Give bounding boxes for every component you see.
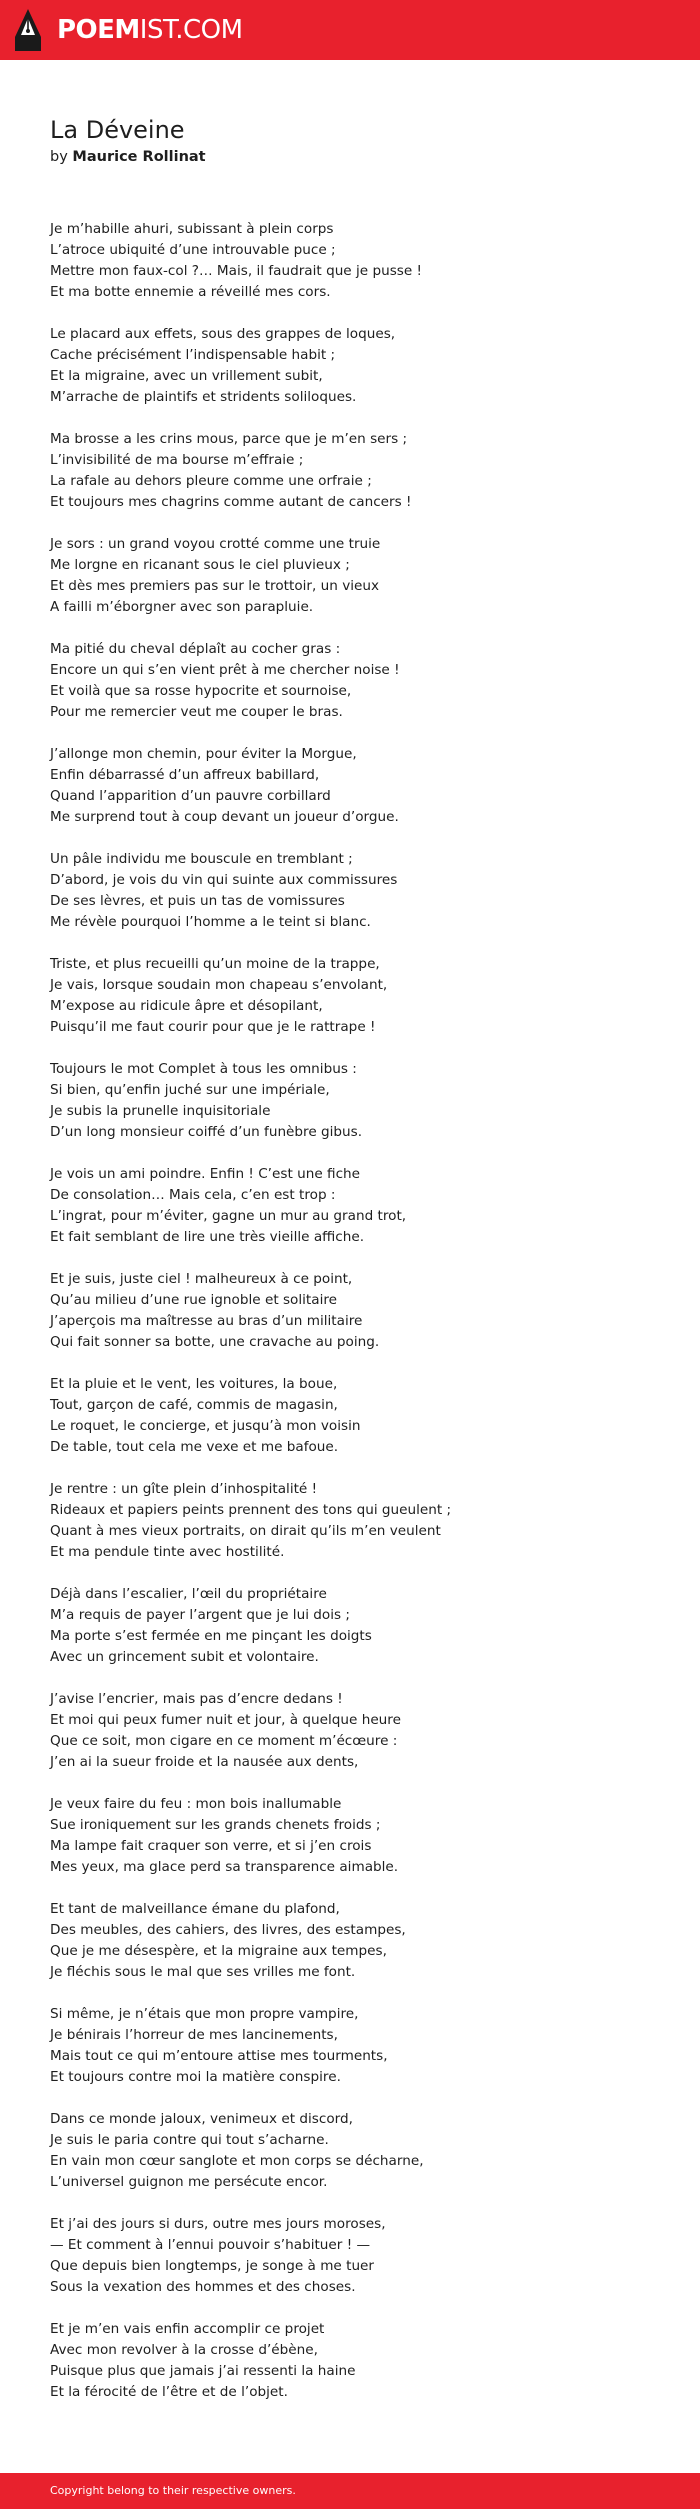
- poem-line: Et tant de malveillance émane du plafond,: [50, 1901, 340, 1917]
- poem-line: Avec mon revolver à la crosse d’ébène,: [50, 2342, 318, 2358]
- poem-line: Mes yeux, ma glace perd sa transparence aimable.: [50, 1859, 399, 1875]
- poem-line: D’un long monsieur coiffé d’un funèbre gibus.: [50, 1124, 363, 1140]
- poem-line: M’arrache de plaintifs et stridents soliloques.: [50, 389, 357, 405]
- poem-line: Et la migraine, avec un vrillement subit,: [50, 368, 323, 384]
- poem-line: Si bien, qu’enfin juché sur une impériale,: [50, 1082, 330, 1098]
- poem-line: Que depuis bien longtemps, je songe à me tuer: [50, 2258, 375, 2274]
- poem-line: Je bénirais l’horreur de mes lancinements,: [50, 2027, 338, 2043]
- poem-line: Et toujours contre moi la matière conspire.: [50, 2069, 341, 2085]
- poem-line: J’allonge mon chemin, pour éviter la Morgue,: [50, 746, 357, 762]
- site-footer: [0, 2473, 700, 2509]
- poem-line: Sous la vexation des hommes et des choses.: [50, 2279, 356, 2295]
- poem-line: Ma pitié du cheval déplaît au cocher gras :: [50, 641, 341, 657]
- poem-line: Enfin débarrassé d’un affreux babillard,: [50, 767, 320, 783]
- poem-line: M’expose au ridicule âpre et désopilant,: [50, 998, 323, 1014]
- stanza: [50, 2109, 670, 2193]
- poem-line: Et j’ai des jours si durs, outre mes jours moroses,: [50, 2216, 386, 2232]
- poem-line: Quant à mes vieux portraits, on dirait qu’ils m’en veulent: [50, 1523, 441, 1539]
- poem-line: M’a requis de payer l’argent que je lui dois ;: [50, 1607, 350, 1623]
- poem-heading: [50, 114, 650, 167]
- poem-line: Encore un qui s’en vient prêt à me chercher noise !: [50, 662, 400, 678]
- poem-line: Et je m’en vais enfin accomplir ce projet: [50, 2321, 325, 2337]
- poem-line: Me révèle pourquoi l’homme a le teint si blanc.: [50, 914, 371, 930]
- poem-line: A failli m’éborgner avec son parapluie.: [50, 599, 314, 615]
- poem-body: [50, 219, 670, 2424]
- poem-line: Triste, et plus recueilli qu’un moine de la trappe,: [50, 956, 380, 972]
- poem-line: J’avise l’encrier, mais pas d’encre dedans !: [50, 1691, 343, 1707]
- poem-line: L’universel guignon me persécute encor.: [50, 2174, 328, 2190]
- stanza: [50, 1794, 670, 1878]
- poem-line: Qu’au milieu d’une rue ignoble et solitaire: [50, 1292, 338, 1308]
- poem-line: De consolation… Mais cela, c’en est trop :: [50, 1187, 336, 1203]
- poem-line: Je rentre : un gîte plein d’inhospitalité !: [50, 1481, 318, 1497]
- poem-line: Ma lampe fait craquer son verre, et si j’en crois: [50, 1838, 372, 1854]
- poem-line: Des meubles, des cahiers, des livres, des estampes,: [50, 1922, 406, 1938]
- author-link[interactable]: Maurice Rollinat: [72, 149, 206, 165]
- poem-line: Dans ce monde jaloux, venimeux et discord,: [50, 2111, 353, 2127]
- stanza: [50, 219, 670, 303]
- stanza: [50, 639, 670, 723]
- poem-line: Puisque plus que jamais j’ai ressenti la haine: [50, 2363, 356, 2379]
- poem-line: Mais tout ce qui m’entoure attise mes tourments,: [50, 2048, 388, 2064]
- poem-line: D’abord, je vois du vin qui suinte aux commissures: [50, 872, 398, 888]
- poem-line: Qui fait sonner sa botte, une cravache au poing.: [50, 1334, 380, 1350]
- poem-line: — Et comment à l’ennui pouvoir s’habituer ! —: [50, 2237, 371, 2253]
- poem-line: Et voilà que sa rosse hypocrite et sournoise,: [50, 683, 352, 699]
- poem-line: Un pâle individu me bouscule en tremblant ;: [50, 851, 353, 867]
- poem-line: Je suis le paria contre qui tout s’acharne.: [50, 2132, 329, 2148]
- poem-line: Et moi qui peux fumer nuit et jour, à quelque heure: [50, 1712, 401, 1728]
- poem-line: Et ma pendule tinte avec hostilité.: [50, 1544, 285, 1560]
- stanza: [50, 324, 670, 408]
- poem-line: Je m’habille ahuri, subissant à plein corps: [50, 221, 334, 237]
- poem-line: Que je me désespère, et la migraine aux tempes,: [50, 1943, 387, 1959]
- byline: [50, 147, 650, 167]
- poem-line: Et fait semblant de lire une très vieille affiche.: [50, 1229, 365, 1245]
- stanza: [50, 534, 670, 618]
- poem-line: Je sors : un grand voyou crotté comme une truie: [50, 536, 381, 552]
- pen-nib-icon: [15, 9, 41, 51]
- poem-line: Et la férocité de l’être et de l’objet.: [50, 2384, 288, 2400]
- poem-line: En vain mon cœur sanglote et mon corps se décharne,: [50, 2153, 424, 2169]
- poem-line: Pour me remercier veut me couper le bras.: [50, 704, 343, 720]
- logo-wordmark-light: IST.COM: [139, 15, 243, 45]
- stanza: [50, 2319, 670, 2403]
- poem-line: Je veux faire du feu : mon bois inallumable: [50, 1796, 342, 1812]
- stanza: [50, 954, 670, 1038]
- stanza: [50, 1059, 670, 1143]
- stanza: [50, 1689, 670, 1773]
- poem-line: De table, tout cela me vexe et me bafoue.: [50, 1439, 339, 1455]
- poem-line: Et ma botte ennemie a réveillé mes cors.: [50, 284, 331, 300]
- poem-line: L’atroce ubiquité d’une introuvable puce ;: [50, 242, 336, 258]
- stanza: [50, 849, 670, 933]
- poem-line: Tout, garçon de café, commis de magasin,: [50, 1397, 338, 1413]
- stanza: [50, 2004, 670, 2088]
- poem-line: Et toujours mes chagrins comme autant de cancers !: [50, 494, 412, 510]
- poem-line: Rideaux et papiers peints prennent des tons qui gueulent ;: [50, 1502, 452, 1518]
- copyright-notice: Copyright belong to their respective owners.: [50, 2484, 296, 2497]
- poem-line: La rafale au dehors pleure comme une orfraie ;: [50, 473, 372, 489]
- poem-line: Et la pluie et le vent, les voitures, la boue,: [50, 1376, 338, 1392]
- poem-line: L’ingrat, pour m’éviter, gagne un mur au grand trot,: [50, 1208, 407, 1224]
- poem-line: J’aperçois ma maîtresse au bras d’un militaire: [50, 1313, 363, 1329]
- poem-line: Je vais, lorsque soudain mon chapeau s’envolant,: [50, 977, 388, 993]
- logo-wordmark-bold: POEM: [57, 15, 140, 45]
- poem-line: Puisqu’il me faut courir pour que je le rattrape !: [50, 1019, 376, 1035]
- poem-line: De ses lèvres, et puis un tas de vomissures: [50, 893, 345, 909]
- poem-line: Je subis la prunelle inquisitoriale: [50, 1103, 271, 1119]
- poem-line: Me surprend tout à coup devant un joueur d’orgue.: [50, 809, 399, 825]
- poem-line: Avec un grincement subit et volontaire.: [50, 1649, 319, 1665]
- poem-line: Ma brosse a les crins mous, parce que je m’en sers ;: [50, 431, 408, 447]
- poem-line: Cache précisément l’indispensable habit ;: [50, 347, 336, 363]
- stanza: [50, 1479, 670, 1563]
- poem-title: La Déveine: [50, 116, 185, 144]
- poem-line: Ma porte s’est fermée en me pinçant les doigts: [50, 1628, 372, 1644]
- poem-line: Le placard aux effets, sous des grappes de loques,: [50, 326, 396, 342]
- poem-line: L’invisibilité de ma bourse m’effraie ;: [50, 452, 304, 468]
- poem-line: Me lorgne en ricanant sous le ciel pluvieux ;: [50, 557, 350, 573]
- stanza: [50, 429, 670, 513]
- site-logo[interactable]: [15, 9, 243, 51]
- stanza: [50, 744, 670, 828]
- poem-line: Et dès mes premiers pas sur le trottoir, un vieux: [50, 578, 380, 594]
- poem-line: Le roquet, le concierge, et jusqu’à mon voisin: [50, 1418, 361, 1434]
- poem-line: J’en ai la sueur froide et la nausée aux dents,: [50, 1754, 359, 1770]
- logo-wordmark: [57, 9, 243, 51]
- stanza: [50, 1584, 670, 1668]
- poem-line: Si même, je n’étais que mon propre vampire,: [50, 2006, 359, 2022]
- byline-prefix: by: [50, 149, 68, 165]
- stanza: [50, 2214, 670, 2298]
- poem-line: Déjà dans l’escalier, l’œil du propriétaire: [50, 1586, 327, 1602]
- poem-line: Et je suis, juste ciel ! malheureux à ce point,: [50, 1271, 353, 1287]
- stanza: [50, 1164, 670, 1248]
- poem-line: Que ce soit, mon cigare en ce moment m’écœure :: [50, 1733, 398, 1749]
- stanza: [50, 1269, 670, 1353]
- stanza: [50, 1899, 670, 1983]
- site-header: [0, 0, 700, 60]
- poem-line: Je vois un ami poindre. Enfin ! C’est une fiche: [50, 1166, 361, 1182]
- poem-line: Quand l’apparition d’un pauvre corbillard: [50, 788, 331, 804]
- poem-line: Mettre mon faux-col ?… Mais, il faudrait que je pusse !: [50, 263, 422, 279]
- poem-line: Je fléchis sous le mal que ses vrilles me font.: [50, 1964, 356, 1980]
- poem-line: Toujours le mot Complet à tous les omnibus :: [50, 1061, 357, 1077]
- poem-line: Sue ironiquement sur les grands chenets froids ;: [50, 1817, 381, 1833]
- stanza: [50, 1374, 670, 1458]
